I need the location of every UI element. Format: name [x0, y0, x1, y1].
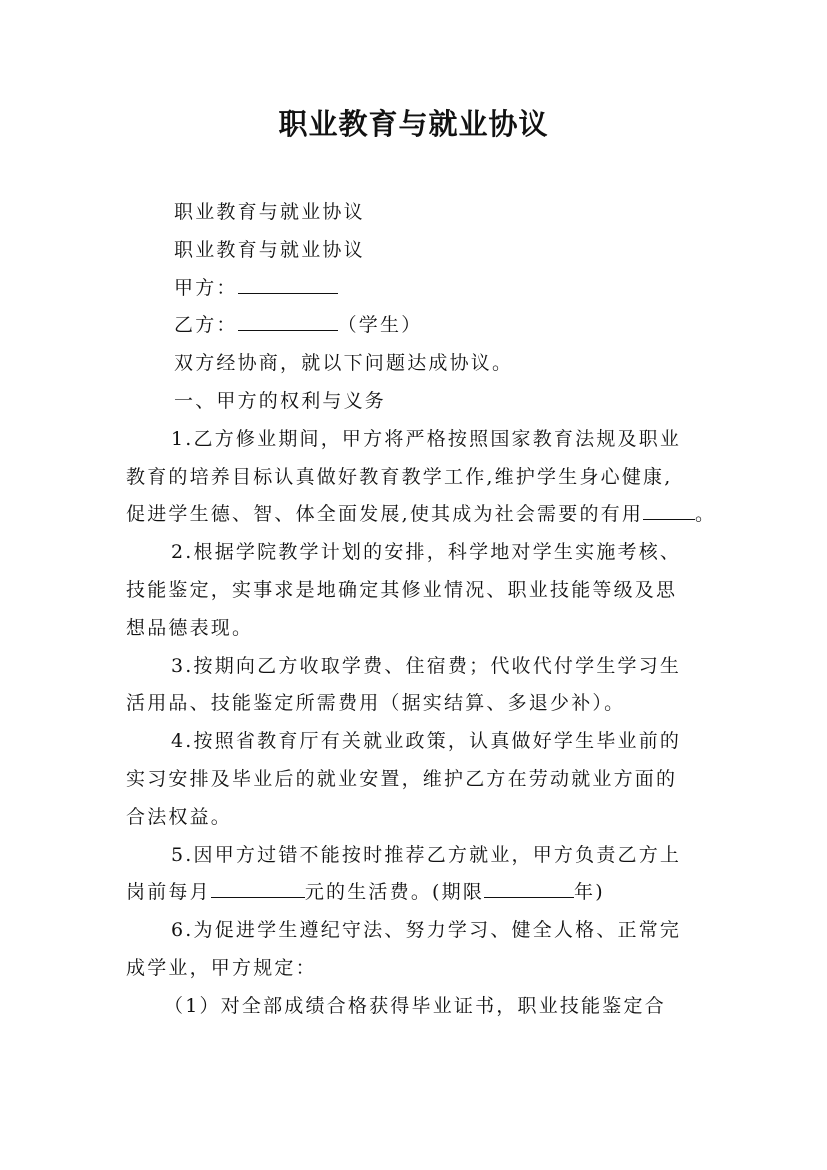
- text-line: 成学业，甲方规定：: [126, 956, 317, 979]
- text-line: 5.因甲方过错不能按时推荐乙方就业，甲方负责乙方上: [171, 843, 682, 866]
- document-body: [126, 194, 717, 1026]
- text-segment: 。: [695, 503, 717, 526]
- text-line: 教育的培养目标认真做好教育教学工作,维护学生身心健康,: [126, 465, 673, 488]
- text-segment: 岗前每月: [126, 881, 211, 904]
- text-line: 职业教育与就业协议: [174, 201, 365, 223]
- text-line: （1）对全部成绩合格获得毕业证书，职业技能鉴定合: [164, 994, 666, 1017]
- party-a-blank: [238, 271, 338, 294]
- text-segment: 元的生活费。(期限: [304, 881, 485, 904]
- text-line: 活用品、技能鉴定所需费用（据实结算、多退少补）。: [126, 692, 626, 715]
- party-b-label: 乙方：: [174, 314, 238, 337]
- text-segment: 促进学生德、智、体全面发展,使其成为社会需要的有用: [126, 503, 644, 526]
- text-line: 3.按期向乙方收取学费、住宿费；代收代付学生学习生: [171, 654, 682, 677]
- text-line: 6.为促进学生遵纪守法、努力学习、健全人格、正常完: [171, 919, 682, 942]
- text-segment: 年): [574, 881, 605, 904]
- text-line: 4.按照省教育厅有关就业政策，认真做好学生毕业前的: [171, 730, 682, 753]
- section-heading: 一、甲方的权利与义务: [174, 389, 387, 412]
- party-b-blank: [238, 308, 338, 331]
- text-line: 1.乙方修业期间，甲方将严格按照国家教育法规及职业: [171, 427, 682, 450]
- party-b-suffix: （学生）: [337, 314, 423, 337]
- party-b-line: [126, 307, 706, 345]
- text-line: 技能鉴定，实事求是地确定其修业情况、职业技能等级及思: [126, 578, 678, 601]
- fill-blank: [211, 875, 305, 898]
- text-line: 实习安排及毕业后的就业安置，维护乙方在劳动就业方面的: [126, 767, 678, 790]
- text-line: 合法权益。: [126, 805, 233, 828]
- fill-blank: [643, 497, 695, 520]
- text-line: 职业教育与就业协议: [174, 238, 365, 261]
- text-line: 想品德表现。: [126, 616, 254, 639]
- text-line-with-blank: [126, 496, 717, 534]
- fill-blank: [484, 875, 574, 898]
- text-line: 2.根据学院教学计划的安排，科学地对学生实施考核、: [171, 541, 682, 564]
- text-line: 双方经协商，就以下问题达成协议。: [174, 352, 514, 375]
- text-line-with-blank: [126, 874, 706, 912]
- party-a-label: 甲方：: [174, 276, 238, 299]
- party-a-line: [126, 270, 706, 308]
- document-title: 职业教育与就业协议: [278, 107, 549, 141]
